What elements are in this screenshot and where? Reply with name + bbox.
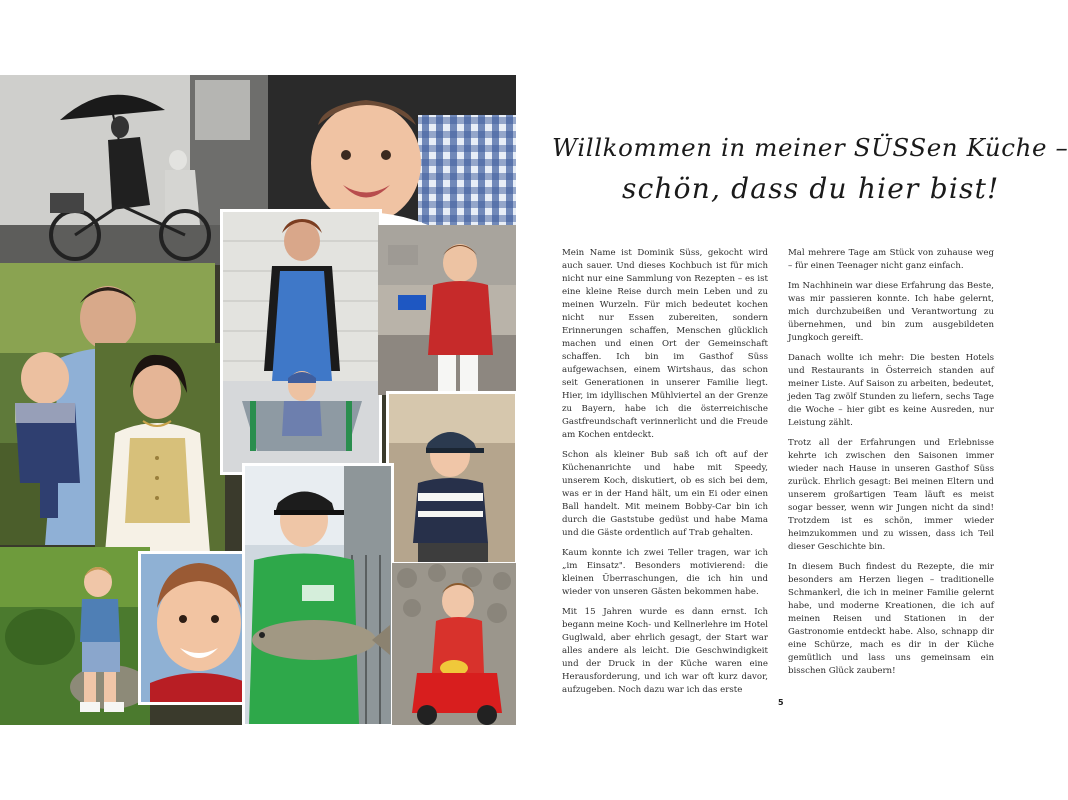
text-page (516, 75, 1068, 725)
photo-mother-in-dirndl (95, 343, 225, 553)
paragraph: Trotz all der Erfahrungen und Erlebnisse kehrte ich zwischen den Saisonen immer wieder nach Hause in unseren Gasthof Süss zurück. Ehrlich gesagt: Bei meinen Eltern und unserem großartigen Team läuft es meist sogar besser, wenn wir Jungen nicht da sind! Trotzdem ist es schön, immer wieder heimzukommen und zu wissen, dass ich Teil dieser Geschichte bin. (788, 438, 994, 552)
photo-grandmother-wheelbarrow (222, 211, 380, 473)
paragraph: Mit 15 Jahren wurde es dann ernst. Ich begann meine Koch- und Kellnerlehre im Hotel Guglwald, aber ehrlich gesagt, der Start war alles andere als leicht. Die Geschwindigkeit und der Druck in der Küche waren eine Herausforderung, und ich war oft kurz davor, aufzugeben. Noch dazu war ich das erste (562, 607, 768, 695)
photo-boy-portrait (140, 553, 258, 703)
photo-boy-red-shirt-kitchen (378, 225, 516, 395)
photo-boy-with-fish (244, 465, 392, 725)
photo-collage (0, 75, 516, 725)
heading-line-2: schön, dass du hier bist! (622, 172, 1000, 205)
paragraph: Im Nachhinein war diese Erfahrung das Beste, was mir passieren konnte. Ich habe gelernt, mich durchzubeißen und Verantwortung zu übernehmen, und bin zum ausgebildeten Jungkoch gereift. (788, 281, 994, 343)
page-heading (552, 133, 1068, 205)
photo-child-bobby-car (392, 563, 516, 725)
paragraph: Schon als kleiner Bub saß ich oft auf der Küchenanrichte und habe mit Speedy, unserem Koch, diskutiert, ob es sich bei dem, was er in der Hand hält, um ein Ei oder einen Ball handelt. Mit meinem Bobby-Car bin ich durch die Gaststube gedüst und habe Mama und die Gäste ordentlich auf Trab gehalten. (562, 450, 768, 538)
paragraph: Mal mehrere Tage am Stück von zuhause weg – für einen Teenager nicht ganz einfach. (788, 248, 994, 271)
text-column-left (562, 247, 768, 704)
page-number: 5 (778, 698, 784, 707)
heading-line-1: Willkommen in meiner SÜSSen Küche – (552, 133, 1068, 162)
paragraph: Mein Name ist Dominik Süss, gekocht wird auch sauer. Und dieses Kochbuch ist für mich nicht nur eine Sammlung von Rezepten – es ist eine kleine Reise durch mein Leben und zu meinen Wurzeln. Für mich bedeutet kochen nicht nur Essen zubereiten, sondern Erinnerungen schaffen, Menschen glücklich machen und einen Ort der Gemeinschaft schaffen. Ich bin im Gasthof Süss aufgewachsen, einem Wirtshaus, das schon seit Generationen in unserer Familie liegt. Hier, im idyllischen Mühlviertel an der Grenze zu Bayern, habe ich die österreichische Gastfreundschaft verinnerlicht und die Freude am Kochen entdeckt. (562, 248, 768, 440)
paragraph: Danach wollte ich mehr: Die besten Hotels und Restaurants in Österreich standen auf meiner Liste. Auf Saison zu arbeiten, bedeutet, jeden Tag zwölf Stunden zu liefern, sechs Tage die Woche – hier gibt es keine Ausreden, nur Leistung zählt. (788, 353, 994, 428)
photo-child-cap (388, 393, 516, 563)
text-column-right (788, 247, 994, 685)
paragraph: In diesem Buch findest du Rezepte, die mir besonders am Herzen liegen – traditionelle Schmankerl, die ich in meiner Familie gelernt habe, und moderne Kreationen, die ich auf meinen Reisen und Stationen in der Gastronomie entdeckt habe. Also, schnapp dir eine Schürze, mach es dir in der Küche gemütlich und lass uns gemeinsam ein bisschen Glück zaubern! (788, 562, 994, 676)
photo-child-garden (0, 547, 150, 725)
paragraph: Kaum konnte ich zwei Teller tragen, war ich „im Einsatz". Besonders motivierend: die kleinen Überraschungen, die ich hin und wieder von unseren Gästen bekommen habe. (562, 548, 768, 597)
book-spread (0, 75, 1068, 725)
